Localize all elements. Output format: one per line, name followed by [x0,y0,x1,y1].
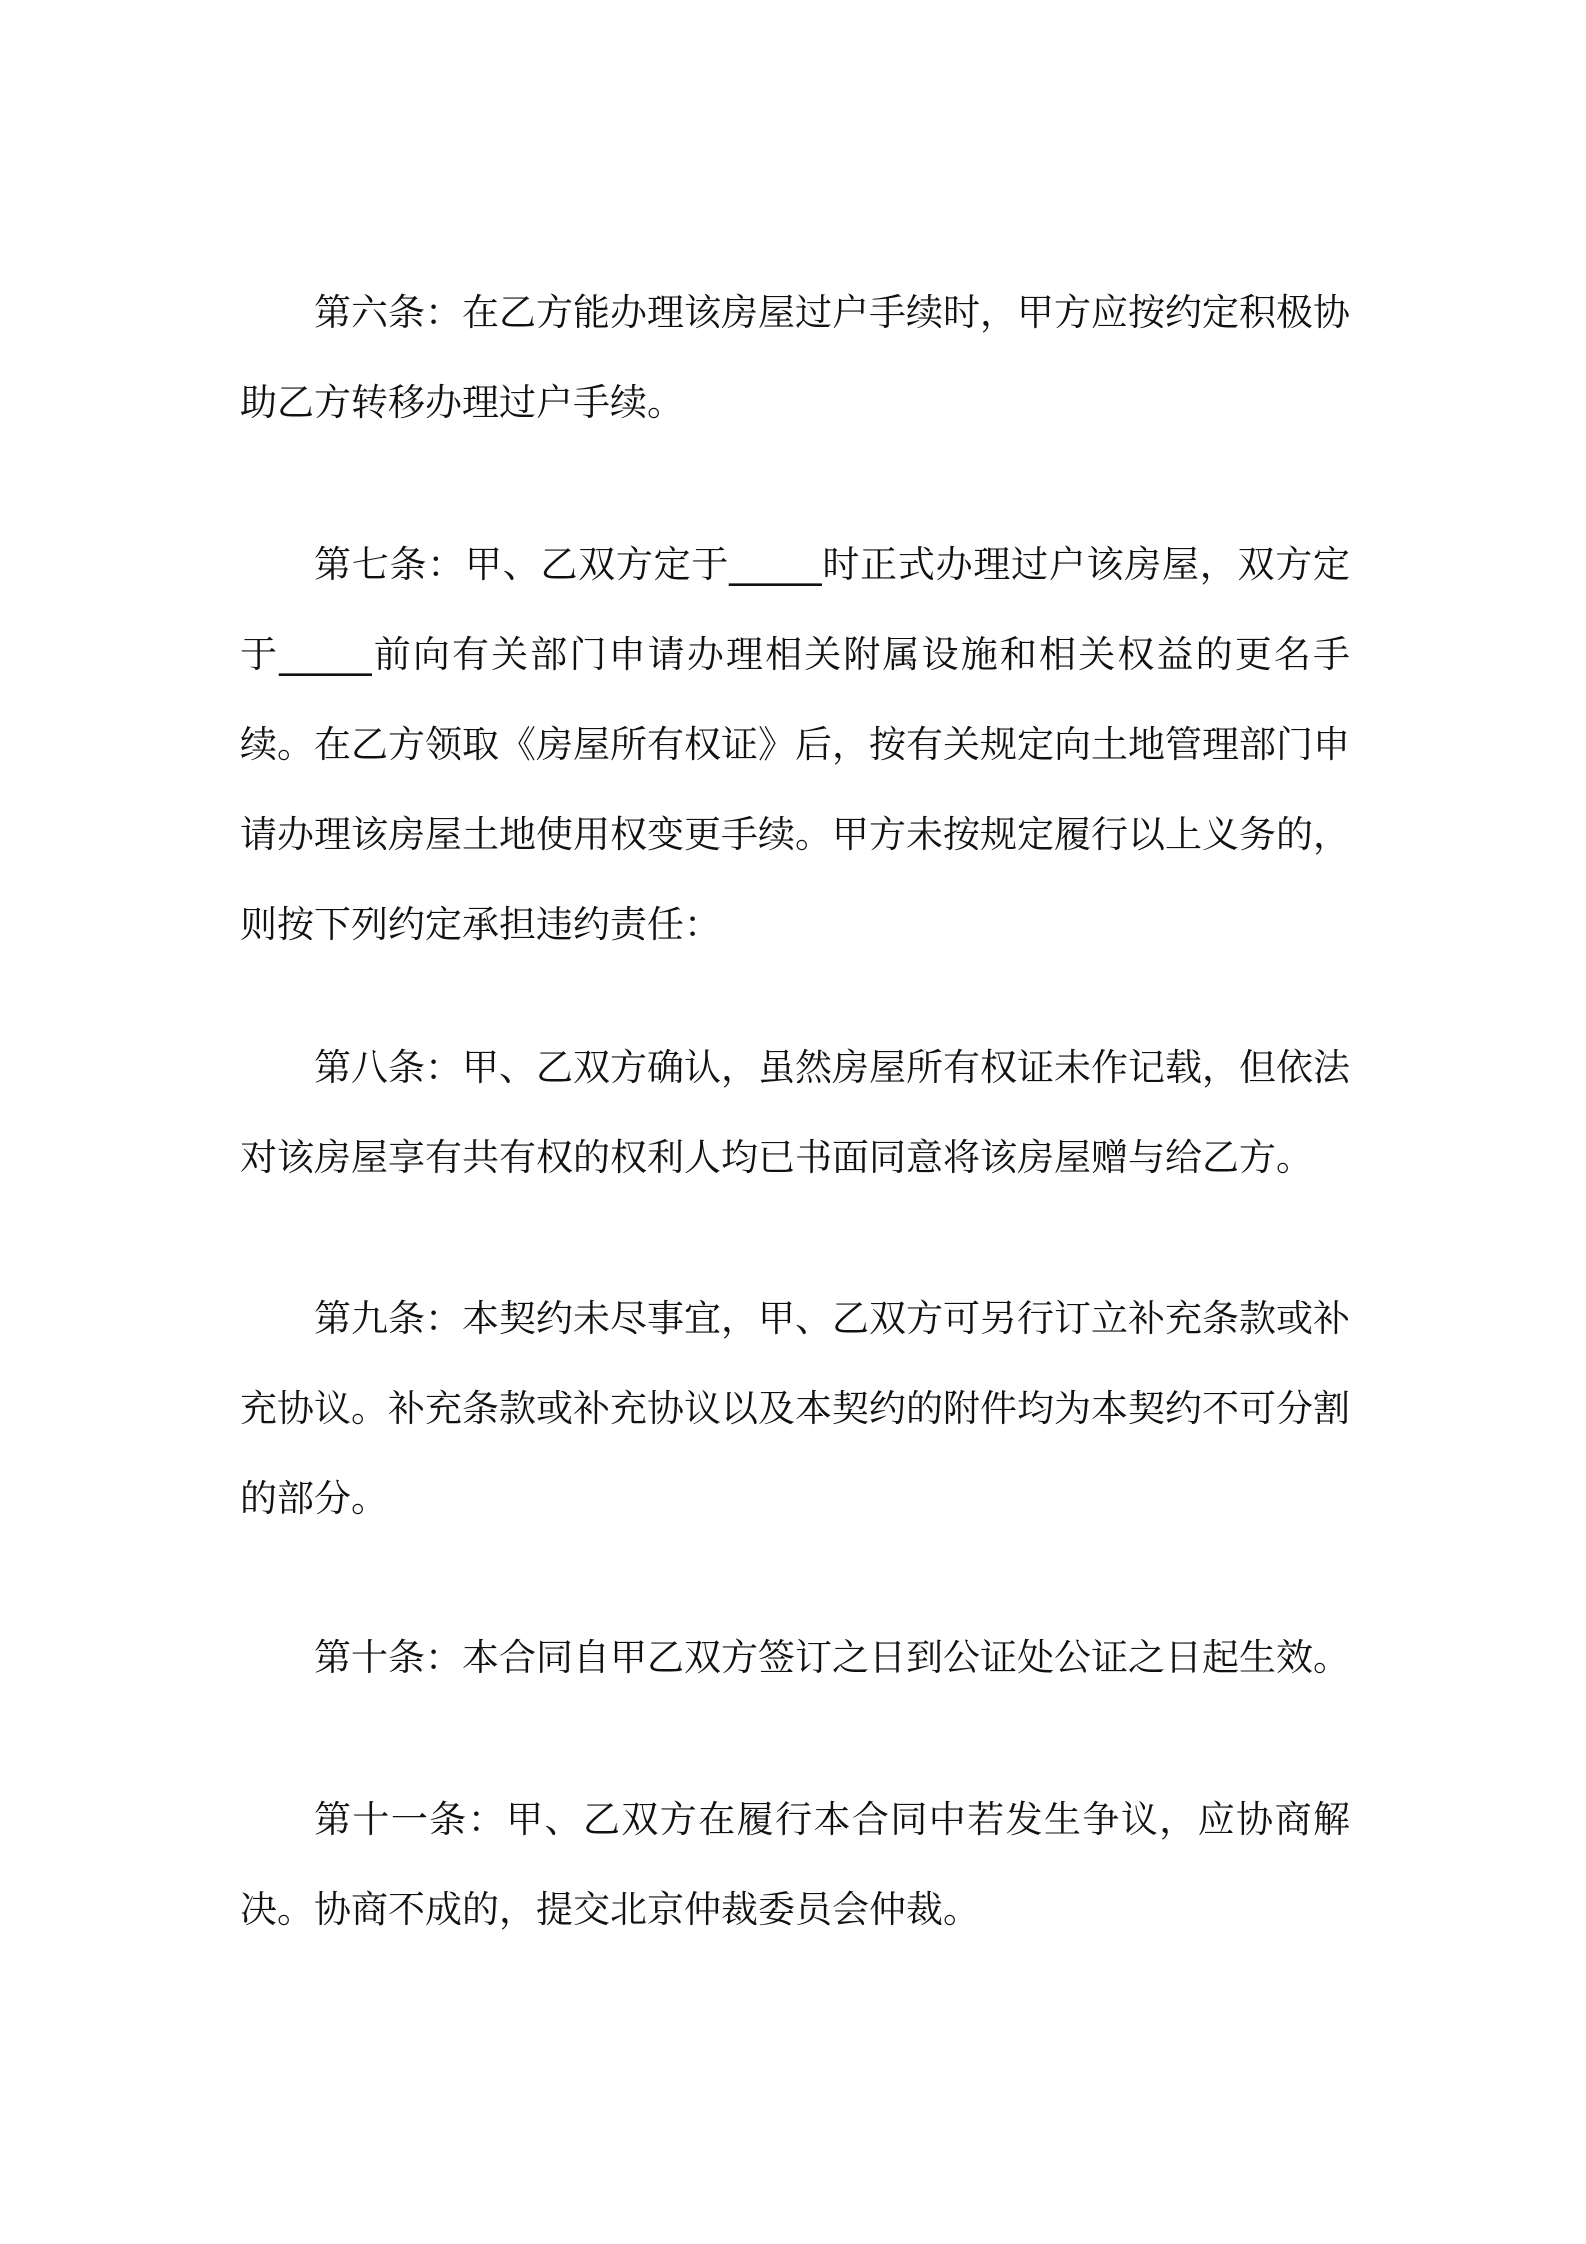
clause-11: 第十一条：甲、乙双方在履行本合同中若发生争议，应协商解决。协商不成的，提交北京仲裁委员会仲裁。 [240,1798,1350,1931]
clause-7: 第七条：甲、乙双方定于_____时正式办理过户该房屋，双方定于_____前向有关部门申请办理相关附属设施和相关权益的更名手续。在乙方领取《房屋所有权证》后，按有关规定向土地管理部门申请办理该房屋土地使用权变更手续。甲方未按规定履行以上义务的，则按下列约定承担违约责任： [240,543,1350,946]
clause-6: 第六条：在乙方能办理该房屋过户手续时，甲方应按约定积极协助乙方转移办理过户手续。 [240,291,1350,424]
clause-9: 第九条：本契约未尽事宜，甲、乙双方可另行订立补充条款或补充协议。补充条款或补充协议以及本契约的附件均为本契约不可分割的部分。 [240,1297,1350,1520]
clause-8: 第八条：甲、乙双方确认，虽然房屋所有权证未作记载，但依法对该房屋享有共有权的权利人均已书面同意将该房屋赠与给乙方。 [240,1046,1350,1179]
clause-10: 第十条：本合同自甲乙双方签订之日到公证处公证之日起生效。 [314,1636,1350,1679]
